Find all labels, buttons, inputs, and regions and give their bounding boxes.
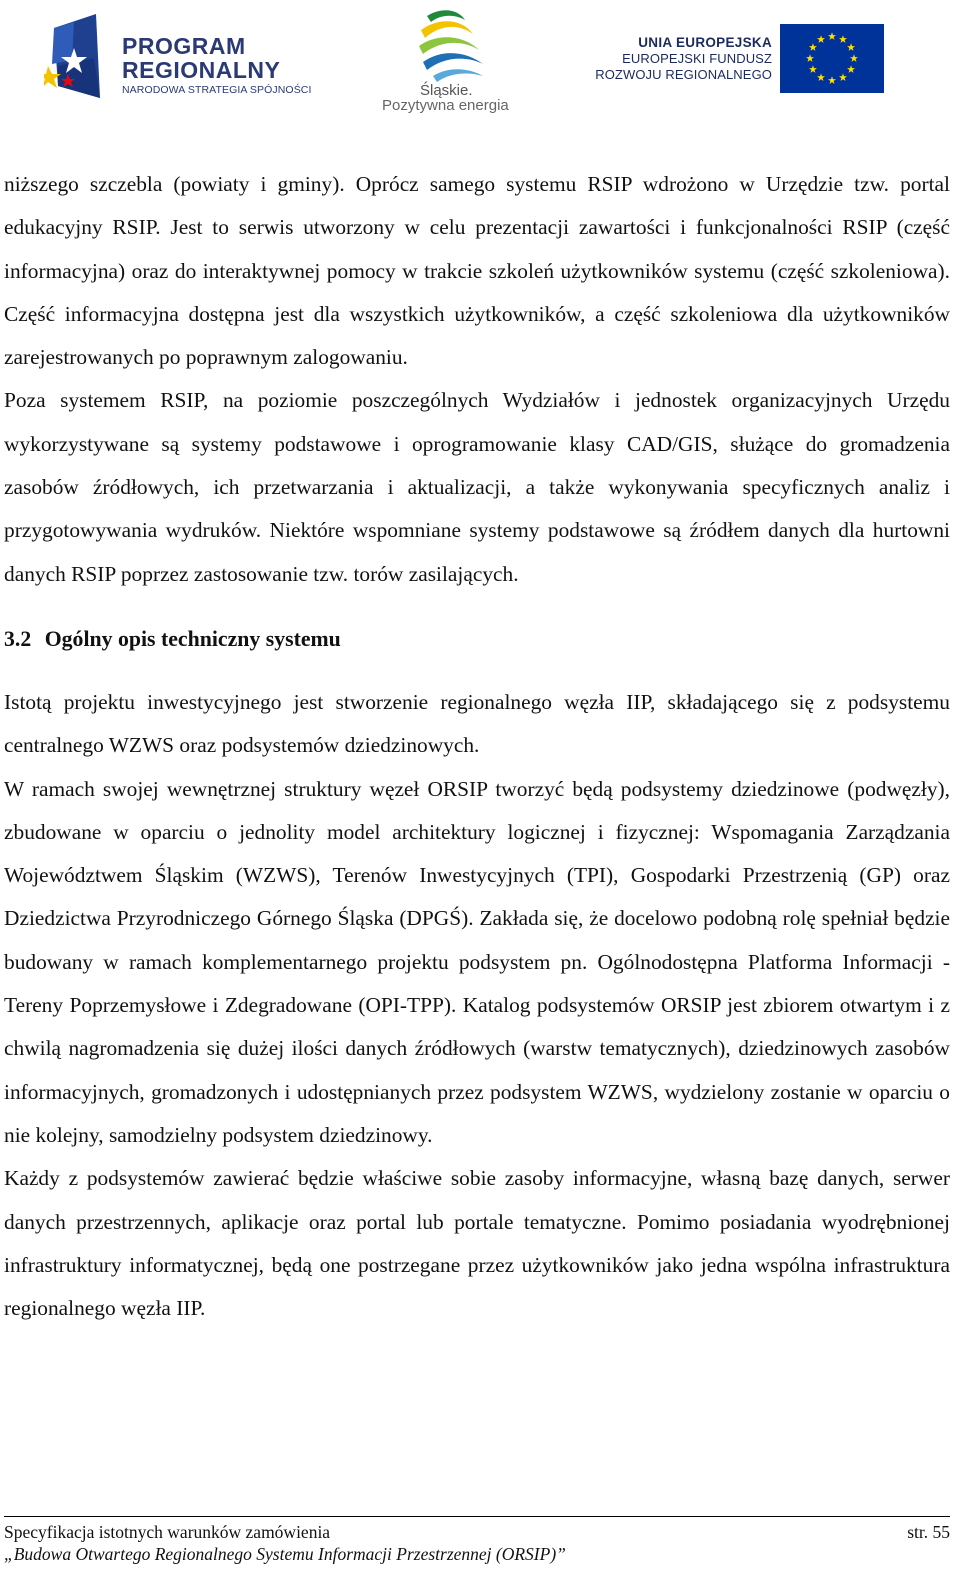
document-body bbox=[4, 163, 950, 1330]
eu-logo-line2: EUROPEJSKI FUNDUSZ bbox=[622, 51, 772, 66]
slaskie-waves-icon bbox=[413, 6, 489, 82]
section-number: 3.2 bbox=[4, 626, 32, 651]
slaskie-logo bbox=[380, 6, 520, 116]
page-number: str. 55 bbox=[907, 1522, 950, 1542]
paragraph-systemy-podstawowe: Poza systemem RSIP, na poziomie poszczególnych Wydziałów i jednostek organizacyjnych Urzędu wykorzystywane są systemy podstawowe i oprogramowanie klasy CAD/GIS, służące do gromadzenia zasobów źródłowych, ich przetwarzania i aktualizacji, a także wykonywania specyficznych analiz i przygotowywania wydruków. Niektóre wspomniane systemy podstawowe są źródłem danych dla hurtowni danych RSIP poprzez zastosowanie tzw. torów zasilających. bbox=[4, 388, 950, 586]
program-logo-line3: NARODOWA STRATEGIA SPÓJNOŚCI bbox=[122, 84, 312, 96]
footer-spec-label: Specyfikacja istotnych warunków zamówienia bbox=[4, 1522, 331, 1542]
slaskie-logo-name: Śląskie. bbox=[420, 82, 473, 99]
program-logo-line2: REGIONALNY bbox=[122, 57, 281, 83]
program-regionalny-logo bbox=[44, 12, 334, 107]
paragraph-podsystemy: Każdy z podsystemów zawierać będzie właściwe sobie zasoby informacyjne, własną bazę danych, serwer danych przestrzennych, aplikacje oraz portal lub portale tematyczne. Pomimo posiadania wyodrębnionej infrastruktury informatycznej, będą one postrzegane przez użytkowników jako jedna wspólna infrastruktura regionalnego węzła IIP. bbox=[4, 1166, 950, 1321]
paragraph-istota-projektu: Istotą projektu inwestycyjnego jest stworzenie regionalnego węzła IIP, składającego się z podsystemu centralnego WZWS oraz podsystemów dziedzinowych. bbox=[4, 689, 950, 758]
paragraph-struktura-wezla: W ramach swojej wewnętrznej struktury węzeł ORSIP tworzyć będą podsystemy dziedzinowe (podwęzły), zbudowane w oparciu o jednolity model architektury logicznej i fizycznej: Wspomagania Zarządzania Województwem Śląskim (WZWS), Terenów Inwestycyjnych (TPI), Gospodarki Przestrzenią (GP) oraz Dziedzictwa Przyrodniczego Górnego Śląska (DPGŚ). Zakłada się, że docelowo podobną rolę spełniał będzie budowany w ramach komplementarnego projektu podsystem pn. Ogólnodostępna Platforma Informacji - Tereny Poprzemysłowe i Zdegradowane (OPI-TPP). Katalog podsystemów ORSIP jest zbiorem otwartym i z chwilą nagromadzenia się dużej ilości danych źródłowych (warstw tematycznych), dziedzinowych zasobów informacyjnych, gromadzonych i udostępnianych przez podsystem WZWS, wydzielony zostanie w oparciu o nie kolejny, samodzielny podsystem dziedzinowy. bbox=[4, 776, 950, 1147]
eu-flag-icon bbox=[780, 24, 884, 93]
page-footer bbox=[4, 1516, 950, 1565]
eu-logo-line1: UNIA EUROPEJSKA bbox=[638, 35, 772, 50]
paragraph-rsip-portal: niższego szczebla (powiaty i gminy). Oprócz samego systemu RSIP wdrożono w Urzędzie tzw. portal edukacyjny RSIP. Jest to serwis utworzony w celu prezentacji zawartości i funkcjonalności RSIP (część informacyjna) oraz do interaktywnej pomocy w trakcie szkoleń użytkowników systemu (część szkoleniowa). Część informacyjna dostępna jest dla wszystkich użytkowników, a część szkoleniowa dla użytkowników zarejestrowanych po poprawnym zalogowaniu. bbox=[4, 172, 950, 370]
page-header bbox=[0, 0, 960, 130]
program-regionalny-emblem-icon bbox=[44, 12, 106, 104]
eu-fund-logo bbox=[590, 24, 890, 96]
section-heading bbox=[4, 618, 950, 661]
eu-logo-line3: ROZWOJU REGIONALNEGO bbox=[595, 67, 772, 82]
section-title: Ogólny opis techniczny systemu bbox=[44, 626, 341, 651]
program-logo-line1: PROGRAM bbox=[122, 33, 246, 59]
slaskie-logo-tagline: Pozytywna energia bbox=[382, 97, 509, 114]
footer-project-title: „Budowa Otwartego Regionalnego Systemu Informacji Przestrzennej (ORSIP)” bbox=[4, 1544, 566, 1564]
